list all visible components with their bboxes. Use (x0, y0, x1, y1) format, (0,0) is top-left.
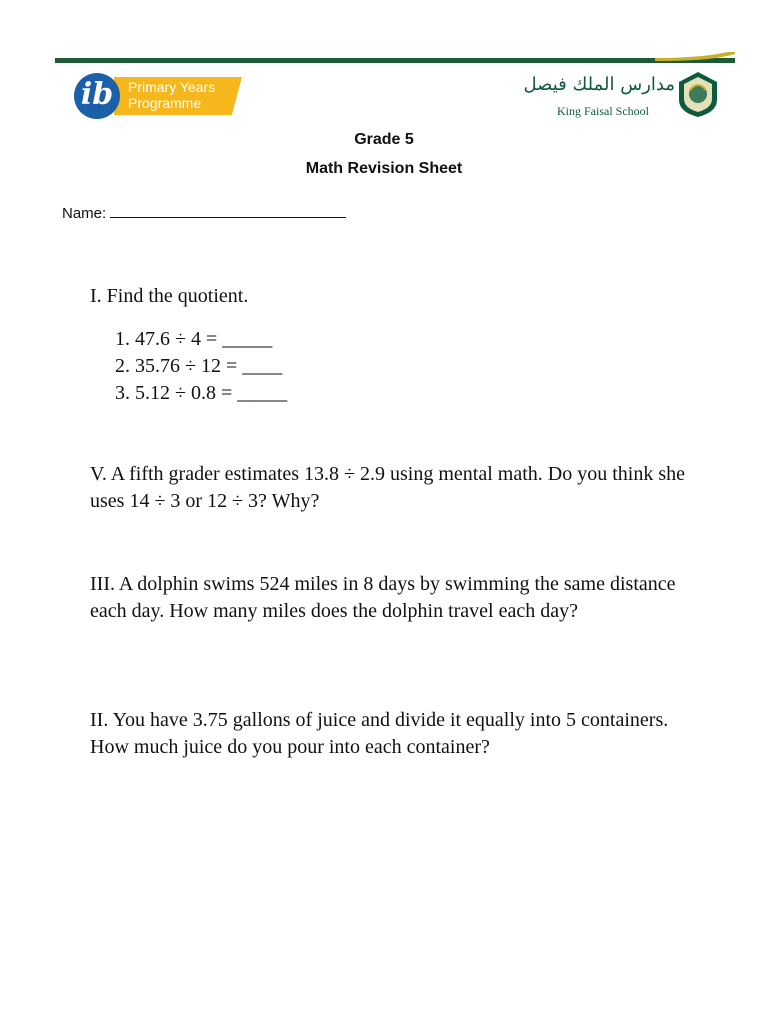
school-emblem-icon (675, 70, 721, 118)
green-bar (55, 58, 735, 63)
name-blank-line[interactable] (110, 203, 346, 218)
question-3-text: III. A dolphin swims 524 miles in 8 days by swimming the same distance each day. How many miles does the dolphin travel each day? (90, 573, 676, 622)
question-4-text: II. You have 3.75 gallons of juice and divide it equally into 5 containers. How much juice do you pour into each container? (90, 709, 669, 758)
school-english-name: King Faisal School (557, 104, 649, 118)
ib-pyp-logo (74, 73, 246, 119)
list-item: 1. 47.6 ÷ 4 = _____ (115, 328, 273, 350)
ib-logo-circle: ib (74, 73, 120, 119)
page-title: Grade 5 (354, 131, 414, 148)
king-faisal-school-logo (523, 70, 723, 120)
school-arabic-name: مدارس الملك فيصل (523, 74, 675, 95)
header-divider-bar (55, 52, 735, 68)
page-subtitle: Math Revision Sheet (305, 160, 463, 177)
question-1-items (115, 326, 287, 407)
name-label: Name: (62, 205, 107, 222)
question-1-heading: I. Find the quotient. (90, 285, 249, 307)
list-item: 2. 35.76 ÷ 12 = ____ (115, 355, 283, 377)
ib-logo-text: Primary Years Programme (128, 79, 216, 111)
name-field (62, 203, 346, 222)
question-2-text: V. A fifth grader estimates 13.8 ÷ 2.9 using mental math. Do you think she uses 14 ÷ 3 or 12 ÷ 3? Why? (90, 463, 685, 512)
list-item: 3. 5.12 ÷ 0.8 = _____ (115, 382, 288, 404)
